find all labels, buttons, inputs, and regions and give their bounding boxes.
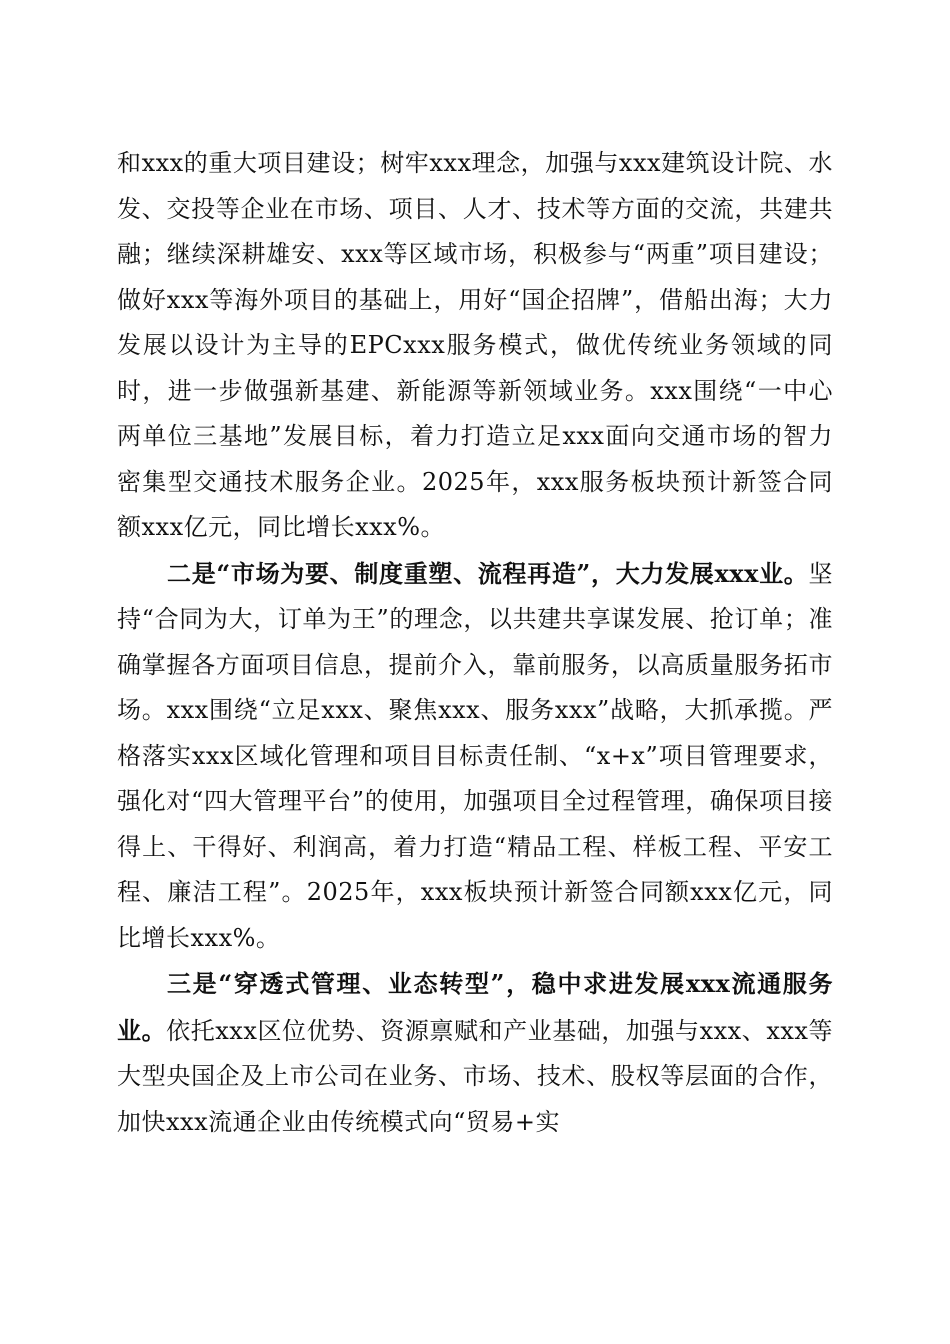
document-page <box>117 141 833 1145</box>
paragraph-2 <box>117 551 833 962</box>
paragraph-3-lead: 三是“穿透式管理、业态转型”，稳中求进发展xxx流通服务业。 <box>117 969 833 1045</box>
paragraph-1 <box>117 141 833 551</box>
paragraph-2-text: 坚持“合同为大，订单为王”的理念，以共建共享谋发展、抢订单；准确掌握各方面项目信息，提前介入，靠前服务，以高质量服务拓市场。xxx围绕“立足xxx、聚焦xxx、服务xxx”战略，大抓承揽。严格落实xxx区域化管理和项目目标责任制、“x+x”项目管理要求，强化对“四大管理平台”的使用，加强项目全过程管理，确保项目接得上、干得好、利润高，着力打造“精品工程、样板工程、平安工程、廉洁工程”。2025年，xxx板块预计新签合同额xxx亿元，同比增长xxx%。 <box>117 559 833 952</box>
paragraph-3 <box>117 961 833 1145</box>
paragraph-3-text: 依托xxx区位优势、资源禀赋和产业基础，加强与xxx、xxx等大型央国企及上市公司在业务、市场、技术、股权等层面的合作，加快xxx流通企业由传统模式向“贸易+实 <box>117 1016 833 1136</box>
paragraph-2-lead: 二是“市场为要、制度重塑、流程再造”，大力发展xxx业。 <box>167 558 809 588</box>
paragraph-1-text: 和xxx的重大项目建设；树牢xxx理念，加强与xxx建筑设计院、水发、交投等企业在市场、项目、人才、技术等方面的交流，共建共融；继续深耕雄安、xxx等区域市场，积极参与“两重”项目建设；做好xxx等海外项目的基础上，用好“国企招牌”，借船出海；大力发展以设计为主导的EPCxxx服务模式，做优传统业务领域的同时，进一步做强新基建、新能源等新领域业务。xxx围绕“一中心两单位三基地”发展目标，着力打造立足xxx面向交通市场的智力密集型交通技术服务企业。2025年，xxx服务板块预计新签合同额xxx亿元，同比增长xxx%。 <box>117 149 833 541</box>
